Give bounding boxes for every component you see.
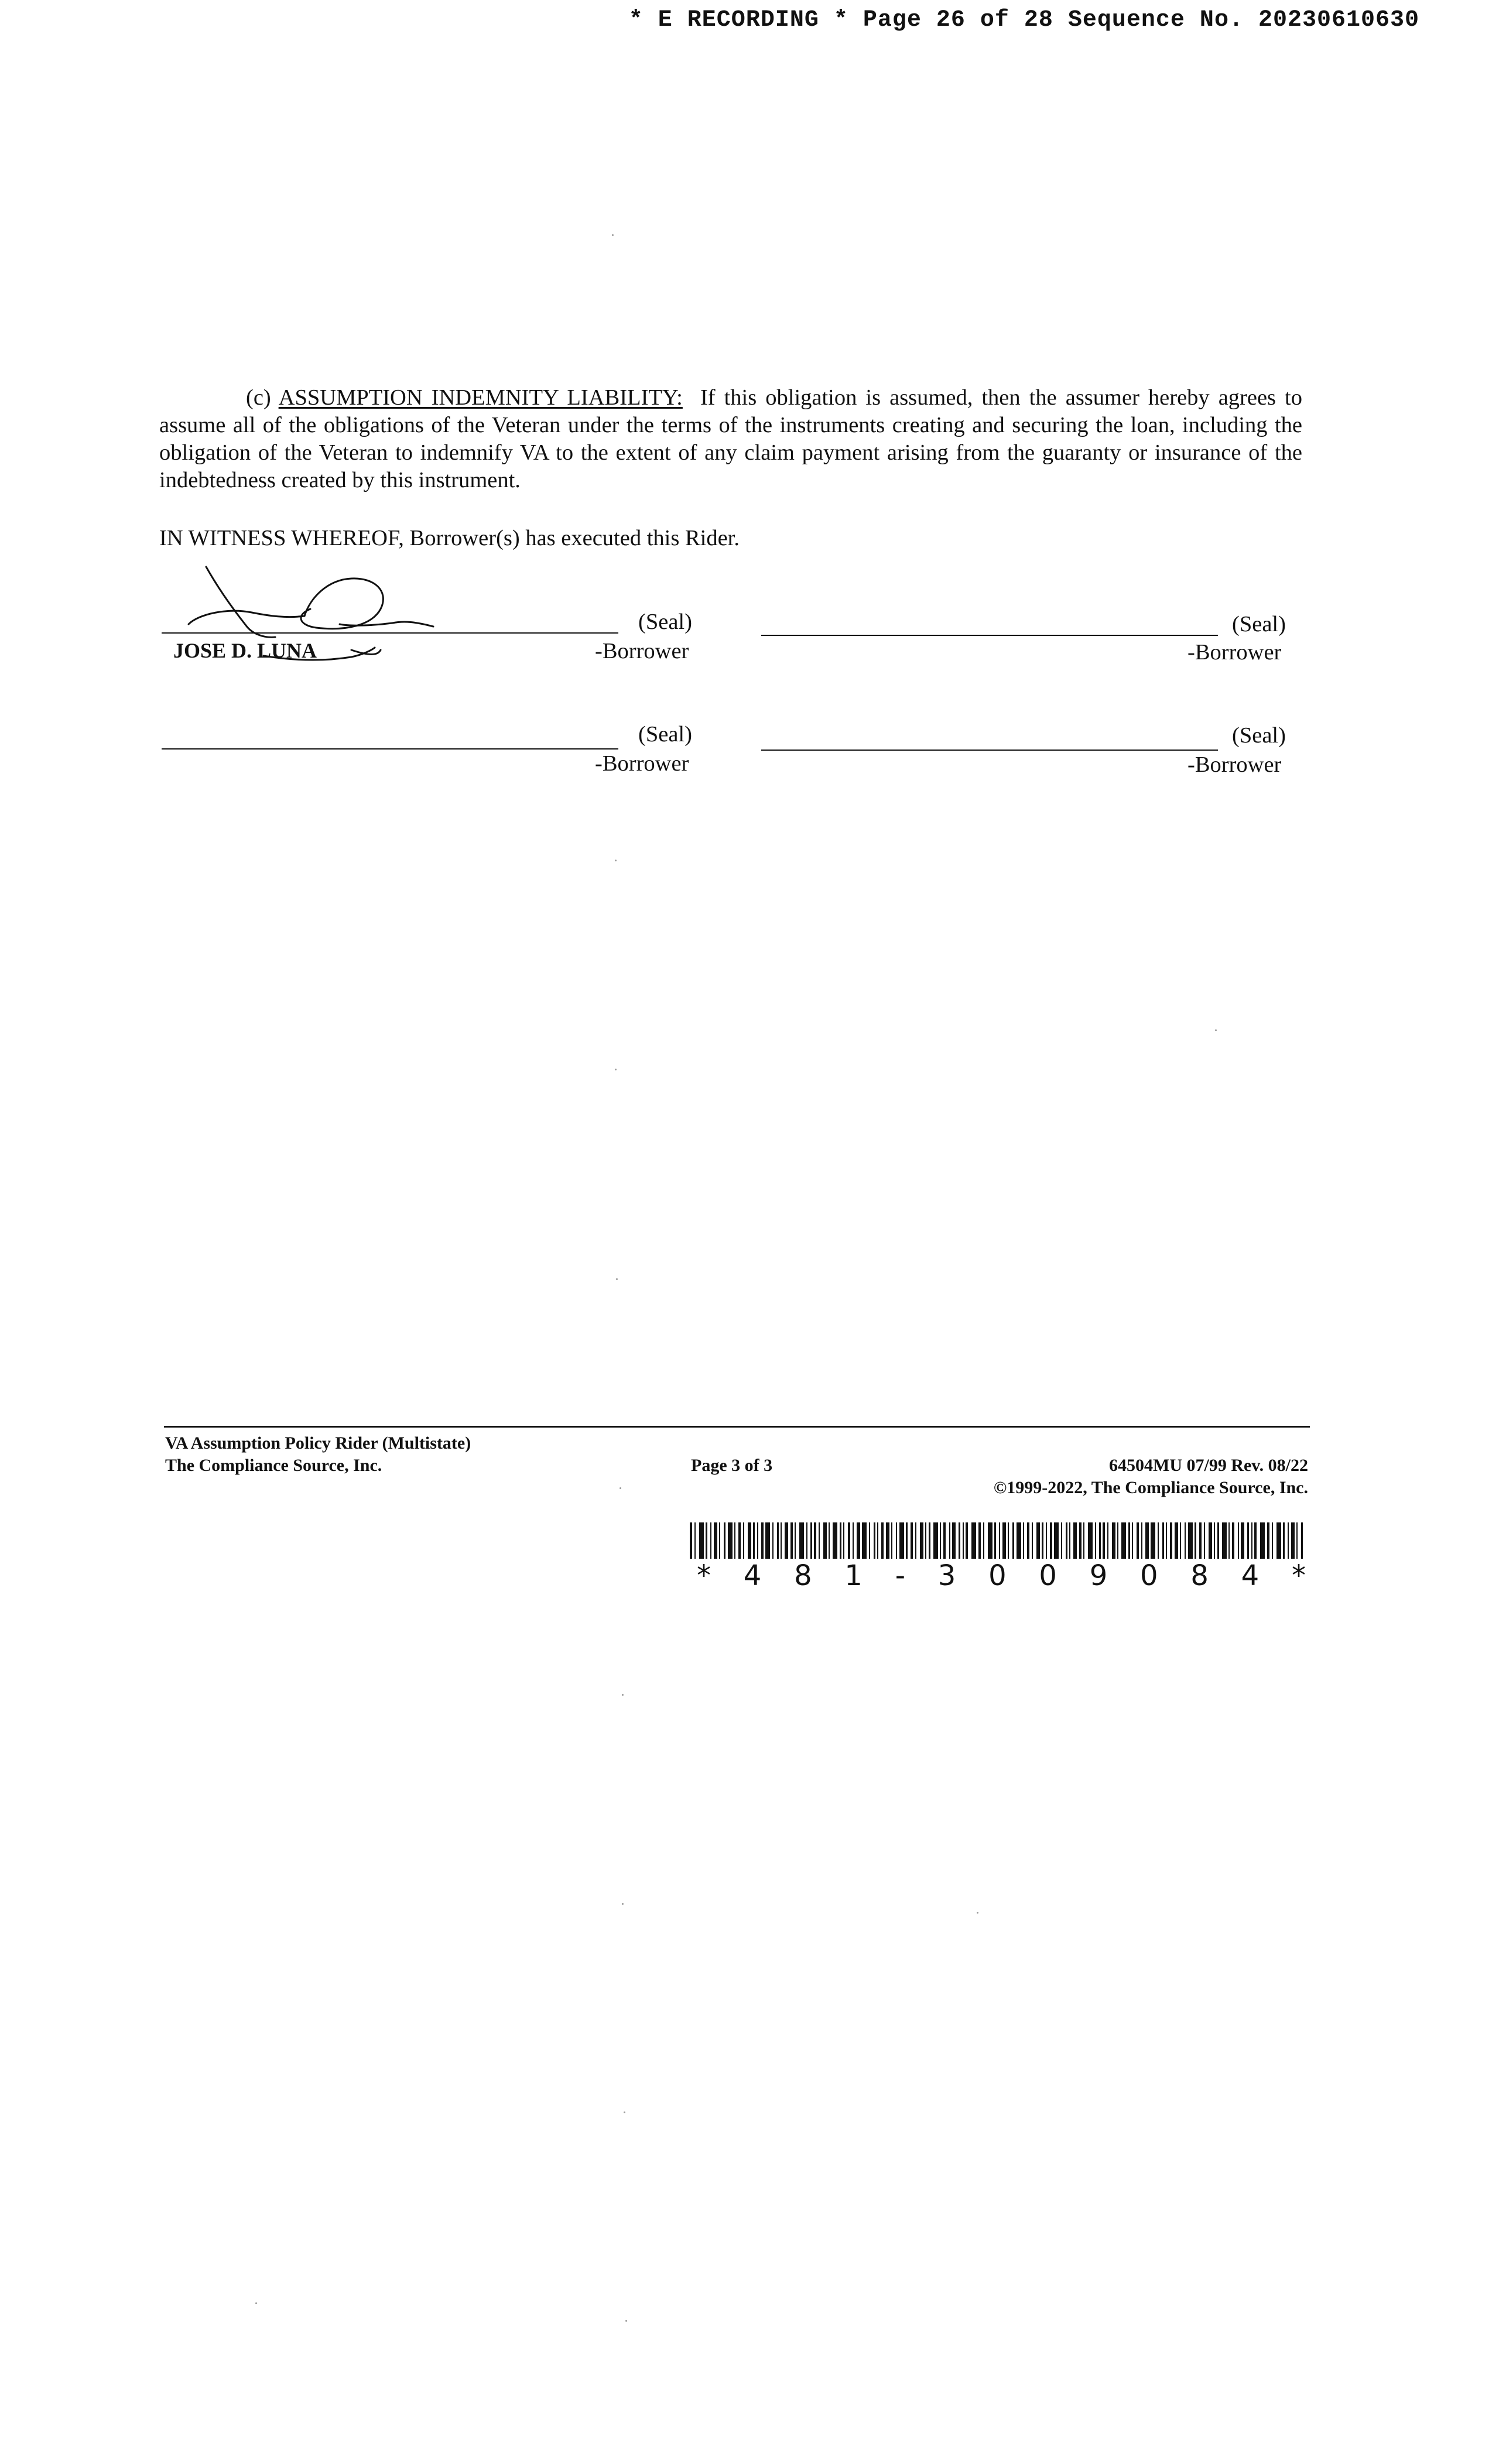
barcode-bar	[781, 1522, 782, 1559]
barcode-bar	[806, 1522, 807, 1559]
barcode-bar	[959, 1522, 960, 1559]
barcode-bar	[810, 1522, 812, 1559]
barcode-bar	[1180, 1522, 1181, 1559]
barcode-bar	[1241, 1522, 1244, 1559]
signature-line-1	[162, 632, 618, 634]
barcode-bar	[1141, 1522, 1142, 1559]
barcode-char: 4	[1241, 1559, 1260, 1592]
barcode-bar	[1228, 1522, 1230, 1559]
barcode-char: *	[697, 1559, 711, 1592]
barcode-bar	[994, 1522, 996, 1559]
barcode-bar	[795, 1522, 796, 1559]
barcode-bar	[1251, 1522, 1252, 1559]
barcode-bar	[896, 1522, 897, 1559]
barcode-bar	[874, 1522, 875, 1559]
scan-speck	[616, 1278, 618, 1280]
barcode-bar	[920, 1522, 923, 1559]
barcode-graphic	[690, 1522, 1307, 1561]
barcode-char: 4	[743, 1559, 762, 1592]
barcode-bar	[869, 1522, 870, 1559]
borrower-label-1: -Borrower	[595, 639, 689, 663]
barcode-bar	[719, 1522, 720, 1559]
barcode-bar	[1027, 1522, 1029, 1559]
barcode-bar	[785, 1522, 788, 1559]
barcode-bar	[929, 1522, 930, 1559]
barcode-bar	[799, 1522, 804, 1559]
paragraph-prefix: (c)	[246, 385, 271, 410]
barcode-bar	[1214, 1522, 1215, 1559]
barcode-bar	[877, 1522, 878, 1559]
barcode-bar	[911, 1522, 913, 1559]
barcode-bar	[963, 1522, 964, 1559]
scan-speck	[615, 860, 617, 861]
barcode-bar	[1199, 1522, 1202, 1559]
barcode-bar	[853, 1522, 854, 1559]
barcode-bar	[1204, 1522, 1205, 1559]
barcode-bar	[978, 1522, 981, 1559]
barcode-bar	[1238, 1522, 1239, 1559]
barcode-bar	[1209, 1522, 1212, 1559]
barcode-bar	[971, 1522, 976, 1559]
barcode-bar	[1301, 1522, 1303, 1559]
scan-speck	[612, 234, 614, 236]
barcode-text	[697, 1559, 1306, 1592]
barcode-bar	[1036, 1522, 1040, 1559]
barcode-bar	[906, 1522, 908, 1559]
scan-speck	[1215, 1029, 1217, 1031]
barcode-bar	[1103, 1522, 1105, 1559]
barcode-bar	[1012, 1522, 1014, 1559]
seal-label-4: (Seal)	[1232, 723, 1286, 748]
seal-label-3: (Seal)	[638, 722, 692, 747]
witness-statement: IN WITNESS WHEREOF, Borrower(s) has executed this Rider.	[159, 526, 740, 550]
barcode-char: 0	[988, 1559, 1007, 1592]
barcode-bar	[823, 1522, 827, 1559]
seal-label-2: (Seal)	[1232, 612, 1286, 636]
barcode-bar	[790, 1522, 793, 1559]
barcode-bar	[891, 1522, 892, 1559]
barcode-bar	[1046, 1522, 1047, 1559]
barcode-bar	[1185, 1522, 1186, 1559]
barcode-bar	[1158, 1522, 1159, 1559]
footer-page-number: Page 3 of 3	[691, 1456, 773, 1475]
barcode-bar	[925, 1522, 926, 1559]
barcode-bar	[1162, 1522, 1164, 1559]
barcode-bar	[829, 1522, 830, 1559]
barcode-bar	[862, 1522, 867, 1559]
barcode-bar	[1195, 1522, 1196, 1559]
scan-speck	[977, 1912, 978, 1914]
footer-rule	[164, 1426, 1310, 1428]
barcode-bar	[949, 1522, 950, 1559]
barcode-bar	[1254, 1522, 1257, 1559]
seal-label-1: (Seal)	[638, 610, 692, 634]
barcode-bar	[738, 1522, 741, 1559]
barcode-bar	[848, 1522, 850, 1559]
barcode-bar	[772, 1522, 774, 1559]
scan-speck	[625, 2320, 627, 2322]
barcode-bar	[940, 1522, 941, 1559]
barcode-bar	[819, 1522, 820, 1559]
barcode-bar	[1137, 1522, 1139, 1559]
barcode-bar	[1247, 1522, 1249, 1559]
barcode-bar	[988, 1522, 993, 1559]
barcode-char: -	[895, 1559, 906, 1592]
signature-line-3	[162, 748, 618, 750]
barcode-char: 0	[1039, 1559, 1057, 1592]
barcode-bar	[1069, 1522, 1070, 1559]
signature-line-4	[761, 750, 1218, 751]
barcode-bar	[1107, 1522, 1108, 1559]
scan-speck	[255, 2302, 257, 2304]
barcode-bar	[814, 1522, 816, 1559]
barcode-bar	[714, 1522, 717, 1559]
barcode-bar	[1260, 1522, 1265, 1559]
barcode-char: 8	[794, 1559, 812, 1592]
barcode-bar	[915, 1522, 916, 1559]
borrower-label-3: -Borrower	[595, 751, 689, 776]
barcode-bar	[1079, 1522, 1082, 1559]
barcode-bar	[966, 1522, 968, 1559]
barcode-char: 9	[1089, 1559, 1108, 1592]
barcode-bar	[699, 1522, 704, 1559]
barcode-char: 1	[844, 1559, 863, 1592]
barcode-bar	[1054, 1522, 1059, 1559]
barcode-bar	[1151, 1522, 1155, 1559]
scan-speck	[624, 2111, 625, 2113]
paragraph-heading: ASSUMPTION INDEMNITY LIABILITY:	[278, 385, 683, 410]
barcode-bar	[1042, 1522, 1043, 1559]
barcode-bar	[843, 1522, 844, 1559]
barcode-bar	[1095, 1522, 1096, 1559]
barcode-bar	[1128, 1522, 1130, 1559]
barcode-bar	[748, 1522, 751, 1559]
barcode-bar	[1132, 1522, 1133, 1559]
barcode-bar	[1145, 1522, 1149, 1559]
barcode-bar	[694, 1522, 696, 1559]
barcode-bar	[706, 1522, 707, 1559]
footer-form-number: 64504MU 07/99 Rev. 08/22	[1109, 1456, 1308, 1475]
footer-form-title: VA Assumption Policy Rider (Multistate)	[165, 1433, 471, 1453]
barcode-bar	[1222, 1522, 1227, 1559]
barcode-char: 8	[1190, 1559, 1209, 1592]
barcode-bar	[765, 1522, 770, 1559]
barcode-bar	[710, 1522, 711, 1559]
barcode-bar	[1023, 1522, 1024, 1559]
barcode-bar	[1291, 1522, 1295, 1559]
barcode-bar	[943, 1522, 946, 1559]
barcode-bar	[1008, 1522, 1009, 1559]
barcode-bar	[1272, 1522, 1273, 1559]
barcode-bar	[857, 1522, 860, 1559]
recording-stamp: * E RECORDING * Page 26 of 28 Sequence No. 20230610630	[628, 7, 1419, 33]
barcode-bar	[1166, 1522, 1167, 1559]
barcode-bar	[1232, 1522, 1234, 1559]
barcode-bar	[1073, 1522, 1077, 1559]
barcode-bar	[1002, 1522, 1006, 1559]
barcode-bar	[777, 1522, 779, 1559]
barcode-bar	[983, 1522, 984, 1559]
barcode-bar	[1017, 1522, 1021, 1559]
barcode-bar	[1032, 1522, 1033, 1559]
barcode-bar	[1283, 1522, 1285, 1559]
barcode-bar	[724, 1522, 725, 1559]
barcode-bar	[1276, 1522, 1281, 1559]
barcode-bar	[833, 1522, 837, 1559]
borrower-label-2: -Borrower	[1187, 640, 1282, 665]
signer-1-name: JOSE D. LUNA	[173, 639, 317, 662]
barcode-bar	[1066, 1522, 1067, 1559]
barcode-bar	[1083, 1522, 1084, 1559]
barcode-bar	[952, 1522, 956, 1559]
barcode-char: *	[1291, 1559, 1306, 1592]
signature-line-2	[761, 635, 1218, 636]
barcode-bar	[728, 1522, 733, 1559]
barcode-bar	[734, 1522, 735, 1559]
scan-speck	[622, 1903, 624, 1905]
barcode-bar	[1267, 1522, 1269, 1559]
barcode-bar	[1112, 1522, 1115, 1559]
barcode-char: 3	[937, 1559, 956, 1592]
barcode-bar	[1175, 1522, 1178, 1559]
barcode-bar	[1050, 1522, 1052, 1559]
barcode-bar	[899, 1522, 904, 1559]
paragraph-text: If this obligation is assumed, then the assumer hereby agrees to assume all of the obligations of the Veteran under the terms of the instruments creating and securing the loan, including the obligation of the Veteran to indemnify VA to the extent of any claim payment arising from the guaranty or insurance of the indebtedness created by this instrument.	[159, 385, 1302, 492]
barcode-bar	[1099, 1522, 1101, 1559]
barcode-bar	[690, 1522, 692, 1559]
barcode-bar	[761, 1522, 764, 1559]
barcode-bar	[743, 1522, 744, 1559]
barcode-bar	[1088, 1522, 1093, 1559]
footer-copyright: ©1999-2022, The Compliance Source, Inc.	[993, 1478, 1308, 1497]
barcode-bar	[881, 1522, 884, 1559]
scan-speck	[615, 1069, 617, 1070]
scan-speck	[620, 1487, 621, 1489]
scan-speck	[622, 1694, 624, 1696]
barcode-bar	[1170, 1522, 1172, 1559]
barcode-bar	[999, 1522, 1000, 1559]
barcode-bar	[1288, 1522, 1289, 1559]
barcode-bar	[753, 1522, 755, 1559]
barcode-bar	[933, 1522, 938, 1559]
barcode-bar	[886, 1522, 889, 1559]
barcode-bar	[1117, 1522, 1118, 1559]
assumption-indemnity-paragraph	[159, 384, 1302, 494]
barcode-bar	[1121, 1522, 1126, 1559]
barcode-bar	[1296, 1522, 1298, 1559]
borrower-label-4: -Borrower	[1187, 752, 1282, 777]
barcode-bar	[757, 1522, 758, 1559]
barcode-bar	[1188, 1522, 1193, 1559]
barcode-bar	[1061, 1522, 1062, 1559]
barcode-bar	[1217, 1522, 1219, 1559]
barcode-bar	[840, 1522, 841, 1559]
footer-publisher: The Compliance Source, Inc.	[165, 1456, 382, 1475]
barcode-char: 0	[1140, 1559, 1158, 1592]
